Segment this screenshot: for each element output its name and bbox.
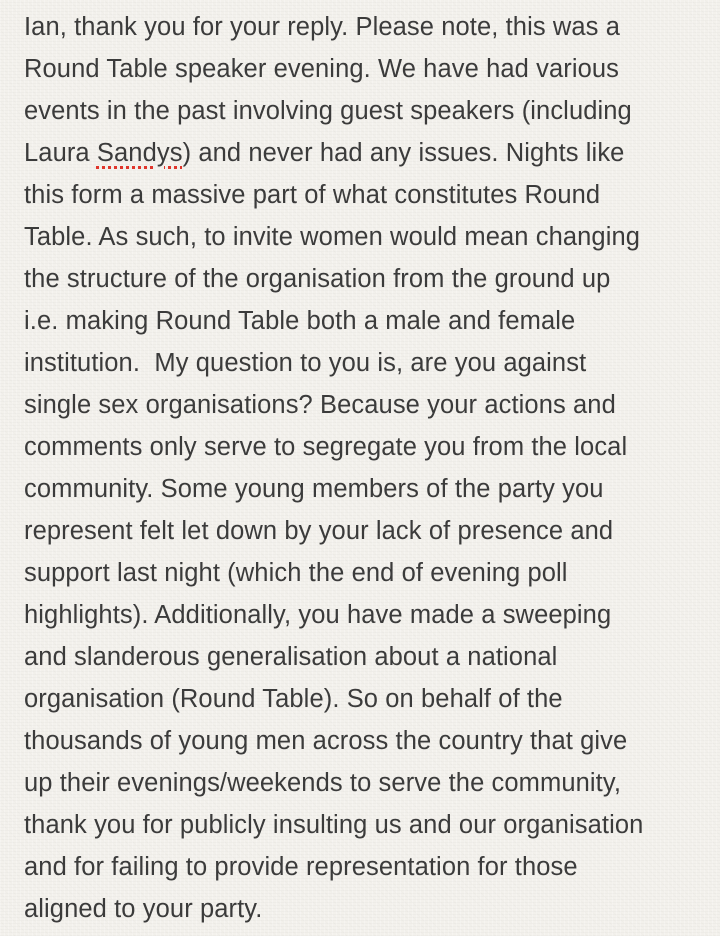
note-body-text[interactable] bbox=[24, 6, 714, 930]
text-line: up their evenings/weekends to serve the community, bbox=[24, 769, 622, 797]
text-line: institution. My question to you is, are you against bbox=[24, 349, 587, 377]
text-line: this form a massive part of what constitutes Round bbox=[24, 181, 601, 209]
text-line: comments only serve to segregate you from the local bbox=[24, 433, 628, 461]
text-line: thank you for publicly insulting us and our organisation bbox=[24, 811, 644, 839]
text-line: Ian, thank you for your reply. Please note, this was a bbox=[24, 13, 620, 41]
text-line: highlights). Additionally, you have made a sweeping bbox=[24, 601, 612, 629]
text-line: aligned to your party. bbox=[24, 895, 263, 923]
text-line: Round Table speaker evening. We have had various bbox=[24, 55, 619, 83]
text-line: the structure of the organisation from the ground up bbox=[24, 265, 611, 293]
text-line: single sex organisations? Because your actions and bbox=[24, 391, 616, 419]
text-line: events in the past involving guest speakers (including bbox=[24, 97, 632, 125]
text-line: thousands of young men across the country that give bbox=[24, 727, 628, 755]
text-line: and slanderous generalisation about a national bbox=[24, 643, 558, 671]
text-line: organisation (Round Table). So on behalf of the bbox=[24, 685, 563, 713]
spellcheck-flagged-word[interactable]: Sandys bbox=[96, 139, 183, 167]
text-line: and for failing to provide representation for those bbox=[24, 853, 578, 881]
text-segment: Laura bbox=[24, 139, 97, 167]
text-line: support last night (which the end of evening poll bbox=[24, 559, 568, 587]
text-segment: ) and never had any issues. Nights like bbox=[182, 139, 625, 167]
text-line: i.e. making Round Table both a male and female bbox=[24, 307, 576, 335]
text-line bbox=[24, 132, 714, 174]
text-line: Table. As such, to invite women would mean changing bbox=[24, 223, 641, 251]
text-line: community. Some young members of the party you bbox=[24, 475, 604, 503]
text-line: represent felt let down by your lack of presence and bbox=[24, 517, 614, 545]
